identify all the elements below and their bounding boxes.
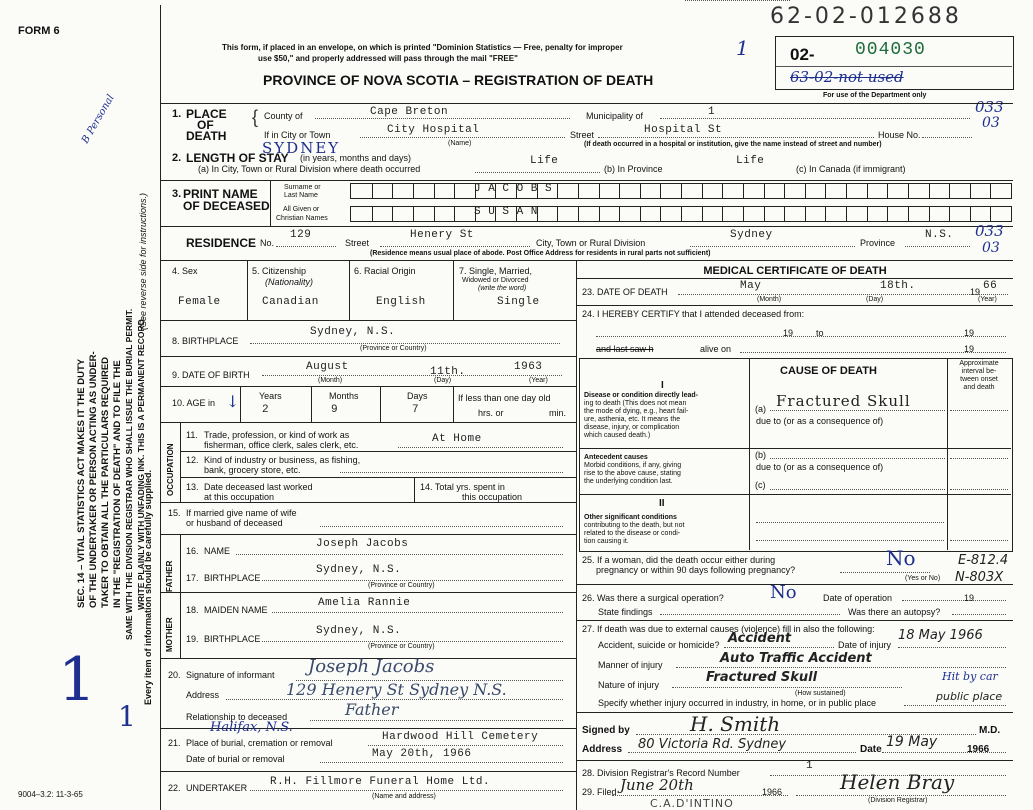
- birthplace-label: 8. BIRTHPLACE: [172, 336, 239, 346]
- doctor-date-handwritten: 19 May: [886, 734, 938, 750]
- father-side-label: FATHER: [165, 560, 174, 592]
- letter-box: [867, 207, 868, 221]
- undertaker-value: R.H. Fillmore Funeral Home Ltd.: [270, 776, 491, 788]
- age-months-value: 9: [331, 404, 339, 416]
- cond-direct-5: disease, injury, or complication: [584, 424, 680, 431]
- city-handwritten: SYDNEY: [262, 139, 341, 157]
- doctor-address-handwritten: 80 Victoria Rd. Sydney: [638, 737, 787, 752]
- letter-box: [887, 207, 888, 221]
- q19-num: 19.: [186, 634, 199, 644]
- length-of-stay-label: LENGTH OF STAY: [186, 151, 289, 165]
- s3-num: 3.: [172, 188, 182, 200]
- birthplace-value: Sydney, N.S.: [310, 326, 396, 338]
- q20-num: 20.: [168, 670, 181, 680]
- letter-box: [970, 207, 971, 221]
- autopsy-label: Was there an autopsy?: [848, 607, 941, 617]
- dob-year: 1963: [514, 361, 543, 373]
- sidebar-supplied-note: Every item of information should be carefully supplied.: [143, 469, 153, 705]
- q24-19c: 19: [964, 344, 975, 354]
- municipality-value: 1: [708, 106, 716, 118]
- q13-num: 13.: [186, 482, 199, 492]
- q23-century: 19: [970, 287, 981, 297]
- q23-label: 23. DATE OF DEATH: [582, 287, 668, 297]
- letter-box: [949, 207, 950, 221]
- surname-label-2: Last Name: [284, 192, 318, 199]
- q24-19b: 19: [964, 328, 975, 338]
- racial-label: 6. Racial Origin: [354, 266, 416, 276]
- specify-handwritten: public place: [936, 690, 1003, 703]
- residence-code-03: 03: [982, 240, 1000, 256]
- q29-year: 1966: [762, 787, 783, 797]
- street-value: Hospital St: [644, 124, 723, 136]
- cond-direct-3: the mode of dying, e.g., heart fail-: [584, 408, 689, 415]
- handwritten-one-mark: 1: [736, 36, 749, 60]
- letter-box: [990, 207, 991, 221]
- dob-day-label: (Day): [434, 377, 452, 384]
- form-number: FORM 6: [18, 25, 60, 37]
- citizenship-label: 5. Citizenship: [252, 266, 307, 276]
- letter-box: [805, 207, 806, 221]
- letter-box: [681, 184, 682, 198]
- burial-place-value: Hardwood Hill Cemetery: [382, 731, 539, 743]
- sex-value: Female: [178, 296, 221, 308]
- sidebar-line-2: OF THE UNDERTAKER OR PERSON ACTING AS UNDER-: [88, 351, 99, 608]
- letter-box: [557, 207, 558, 221]
- handwritten-file-number: 62-02-012688: [770, 4, 962, 29]
- stay-c-label: (c) In Canada (if immigrant): [796, 164, 906, 174]
- print-name-label-2: OF DECEASED: [183, 199, 270, 213]
- q24-alive-on: alive on: [700, 344, 732, 354]
- q11-label-1: Trade, profession, or kind of work as: [204, 430, 350, 440]
- q13-label-1: Date deceased last worked: [204, 482, 313, 492]
- stay-a-label: (a) In City, Town or Rural Division where death occurred: [198, 164, 421, 174]
- cond-direct-1: Disease or condition directly lead-: [584, 392, 698, 399]
- dob-month-label: (Month): [318, 377, 343, 384]
- informant-signature-label: Signature of informant: [186, 670, 275, 680]
- dob-label: 9. DATE OF BIRTH: [172, 370, 250, 380]
- reg-prefix: 02-: [790, 45, 815, 64]
- n-code: N-803X: [955, 570, 1004, 585]
- signed-by-label: Signed by: [582, 725, 630, 736]
- sidebar-line-6: WRITE PLAINLY WITH UNFADING INK. THIS IS A PERMANENT RECORD.: [136, 316, 146, 610]
- county-value: Cape Breton: [370, 106, 449, 118]
- letter-box: [743, 184, 744, 198]
- q22-num: 22.: [168, 783, 181, 793]
- interval-label-3: tween onset: [960, 376, 998, 383]
- letter-box: [599, 184, 600, 198]
- birthplace-sub: (Province or Country): [360, 345, 427, 352]
- marital-label-3: (write the word): [478, 285, 527, 292]
- q18-value: Amelia Rannie: [318, 597, 411, 609]
- county-code: 033: [975, 98, 1004, 116]
- hrs-label: hrs. or: [478, 408, 504, 418]
- letter-box: [640, 207, 641, 221]
- q23-day-label: (Day): [866, 296, 884, 303]
- q24-label: 24. I HEREBY CERTIFY that I attended deceased from:: [582, 309, 805, 319]
- letter-box: [702, 207, 703, 221]
- surname-label-1: Surname or: [284, 184, 321, 191]
- letter-box: [434, 207, 435, 221]
- burial-place-label: Place of burial, cremation or removal: [186, 738, 333, 748]
- interval-label-1: Approximate: [959, 360, 999, 367]
- letter-box: [434, 184, 435, 198]
- registrar-signature: Helen Bray: [840, 770, 955, 794]
- residence-label: RESIDENCE: [186, 236, 257, 250]
- other-4: tion causing it.: [584, 538, 629, 545]
- informant-relationship: Father: [345, 700, 399, 719]
- q14-label-2: this occupation: [462, 492, 523, 502]
- relationship-label: Relationship to deceased: [186, 712, 288, 722]
- halifax-note: Halifax, N.S.: [210, 720, 293, 735]
- undertaker-sub: (Name and address): [372, 793, 436, 800]
- burial-date-value: May 20th, 1966: [372, 748, 472, 760]
- citizenship-sub: (Nationality): [265, 277, 314, 287]
- cond-direct-4: ure, asthenia, etc. It means the: [584, 416, 681, 423]
- q21-num: 21.: [168, 738, 181, 748]
- q12-label-2: bank, grocery store, etc.: [204, 465, 301, 475]
- q19-value: Sydney, N.S.: [316, 625, 402, 637]
- q17-label: BIRTHPLACE: [204, 573, 261, 583]
- q25-handwritten: No: [886, 546, 916, 570]
- q26-label: 26. Was there a surgical operation?: [582, 593, 724, 603]
- residence-no-value: 129: [290, 229, 312, 241]
- given-label-1: All Given or: [283, 206, 320, 213]
- cause-title: CAUSE OF DEATH: [780, 365, 877, 377]
- letter-box: [825, 184, 826, 198]
- letter-box: [619, 207, 620, 221]
- sidebar-line-4: IN THE "REGISTRATION OF DEATH" AND TO FILE THE: [112, 360, 123, 608]
- letter-box: [846, 207, 847, 221]
- hit-by-car-note: Hit by car: [942, 670, 998, 683]
- stay-b-value: Life: [736, 155, 765, 167]
- letter-box: [722, 207, 723, 221]
- footer-code: 9004–3.2: 11-3-65: [18, 790, 83, 799]
- antecedent-3: rise to the above cause, stating: [584, 470, 681, 477]
- letter-box: [805, 184, 806, 198]
- q16-label: NAME: [204, 546, 231, 556]
- cause-c-label: (c): [755, 480, 766, 490]
- informant-address: 129 Henery St Sydney N.S.: [286, 680, 507, 699]
- cond-direct-6: which caused death.): [584, 432, 651, 439]
- department-use-label: For use of the Department only: [823, 92, 927, 99]
- other-1: Other significant conditions: [584, 514, 677, 521]
- citizenship-value: Canadian: [262, 296, 319, 308]
- cond-direct-2: ing to death (This does not mean: [584, 400, 687, 407]
- dob-month: August: [306, 361, 349, 373]
- handwritten-mark-1: 1: [58, 645, 97, 715]
- q19-sub: (Province or Country): [368, 643, 435, 650]
- letter-box: [929, 184, 930, 198]
- q12-label-1: Kind of industry or business, as fishing,: [204, 455, 361, 465]
- s1-num: 1.: [172, 108, 182, 120]
- given-label-2: Christian Names: [276, 215, 328, 222]
- q26-date-label: Date of operation: [823, 593, 893, 603]
- less-day-label: If less than one day old: [458, 393, 551, 403]
- residence-code-033: 033: [975, 222, 1004, 240]
- institution-value: City Hospital: [387, 124, 480, 136]
- q14-label-1: 14. Total yrs. spent in: [420, 482, 505, 492]
- medical-title: MEDICAL CERTIFICATE OF DEATH: [703, 265, 887, 277]
- handwritten-mark-2: 1: [118, 700, 136, 733]
- accident-label: Accident, suicide or homicide?: [598, 640, 720, 650]
- sidebar-reverse-note: (See reverse side for instructions.): [138, 192, 148, 330]
- q17-sub: (Province or Country): [368, 582, 435, 589]
- doctor-date-year: 1966: [967, 744, 990, 755]
- q18-label: MAIDEN NAME: [204, 605, 268, 615]
- age-years-label: Years: [259, 391, 282, 401]
- sidebar-line-1: SEC. 14 – VITAL STATISTICS ACT MAKES IT THE DUTY: [76, 358, 87, 608]
- q23-month-label: (Month): [757, 296, 782, 303]
- age-days-label: Days: [407, 391, 428, 401]
- marital-label-1: 7. Single, Married,: [459, 266, 533, 276]
- q15-label-2: or husband of deceased: [186, 518, 283, 528]
- letter-box: [764, 207, 765, 221]
- specify-label: Specify whether injury occurred in industry, in home, or in public place: [598, 698, 876, 708]
- age-years-value: 2: [262, 404, 270, 416]
- street-label: Street: [570, 130, 595, 140]
- cause-a-label: (a): [755, 404, 766, 414]
- q25-label-2: pregnancy or within 90 days following pregnancy?: [596, 565, 796, 575]
- letter-box: [640, 184, 641, 198]
- md-label: M.D.: [979, 725, 1001, 736]
- letter-box: [578, 184, 579, 198]
- letter-box: [825, 207, 826, 221]
- stay-a-value: Life: [530, 155, 559, 167]
- registrar-sub: (Division Registrar): [868, 797, 928, 804]
- interval-label-4: and death: [963, 384, 995, 391]
- q26-19: 19: [964, 593, 975, 603]
- doctor-address-label: Address: [582, 744, 623, 755]
- s2-num: 2.: [172, 152, 182, 164]
- q17-num: 17.: [186, 573, 199, 583]
- length-of-stay-sub: (in years, months and days): [300, 153, 412, 163]
- doctor-date-label: Date: [860, 744, 882, 755]
- house-label: House No.: [878, 130, 921, 140]
- manner-label: Manner of injury: [598, 660, 663, 670]
- sidebar-line-5: SAME WITH THE DIVISION REGISTRAR WHO SHALL ISSUE THE BURIAL PERMIT.: [124, 308, 134, 640]
- occupation-side-label: OCCUPATION: [166, 443, 175, 496]
- struck-reg-number: 63-02-not used: [790, 68, 904, 86]
- print-name-label-1: PRINT NAME: [183, 187, 258, 201]
- q23-day: 18th.: [880, 280, 916, 292]
- manner-handwritten: Auto Traffic Accident: [720, 651, 872, 666]
- signed-by-signature: H. Smith: [690, 712, 781, 736]
- handwritten-side-note: B Personal: [80, 93, 117, 146]
- residence-province-value: N.S.: [925, 229, 954, 241]
- burial-date-label: Date of burial or removal: [186, 754, 285, 764]
- q25-label-1: 25. If a woman, did the death occur either during: [582, 555, 776, 565]
- envelope-note-1: This form, if placed in an envelope, on which is printed "Dominion Statistics — Free, penalty for improper: [222, 43, 623, 52]
- residence-province-label: Province: [860, 238, 896, 248]
- q19-label: BIRTHPLACE: [204, 634, 261, 644]
- residence-no-label: No.: [260, 238, 275, 248]
- letter-box: [372, 184, 373, 198]
- q11-num: 11.: [186, 430, 198, 440]
- letter-box: [681, 207, 682, 221]
- q11-value: At Home: [432, 433, 482, 445]
- min-label: min.: [549, 408, 567, 418]
- mother-side-label: MOTHER: [165, 617, 174, 652]
- nature-label: Nature of injury: [598, 680, 660, 690]
- letter-box: [990, 184, 991, 198]
- q16-num: 16.: [186, 546, 199, 556]
- residence-city-label: City, Town or Rural Division: [536, 238, 646, 248]
- letter-box: [764, 184, 765, 198]
- letter-box: [578, 207, 579, 221]
- q11-label-2: fisherman, office clerk, sales clerk, etc.: [204, 440, 359, 450]
- state-findings: State findings: [598, 607, 653, 617]
- letter-box: [908, 207, 909, 221]
- surname-value: JACOBS: [474, 183, 560, 195]
- residence-note: (Residence means usual place of abode. Post Office Address for residents in rural parts not sufficient): [370, 250, 711, 257]
- cause-b-label: (b): [755, 450, 766, 460]
- age-months-label: Months: [329, 391, 359, 401]
- age-label: 10. AGE in: [172, 398, 216, 408]
- given-value: SUSAN: [474, 206, 546, 218]
- letter-box: [784, 184, 785, 198]
- undertaker-label: UNDERTAKER: [186, 783, 248, 793]
- q15-num: 15.: [168, 508, 181, 518]
- racial-value: English: [376, 296, 426, 308]
- letter-box: [702, 184, 703, 198]
- municipality-label: Municipality of: [586, 111, 644, 121]
- other-2: contributing to the death, but not: [584, 522, 685, 529]
- city-label: If in City or Town: [264, 130, 331, 140]
- antecedent-4: the underlying condition last.: [584, 478, 673, 485]
- letter-box: [413, 184, 414, 198]
- residence-street-label: Street: [345, 238, 370, 248]
- nature-handwritten: Fractured Skull: [706, 670, 818, 685]
- place-label-1: PLACE: [186, 107, 227, 121]
- sidebar-line-3: TAKER TO OBTAIN ALL THE PARTICULARS REQUIRED: [100, 356, 111, 608]
- letter-box: [599, 207, 600, 221]
- county-label: County of: [264, 111, 303, 121]
- accident-handwritten: Accident: [728, 631, 792, 646]
- stamped-name: C.A.D'INTINO: [650, 797, 734, 810]
- q29-handwritten-date: June 20th: [620, 776, 694, 794]
- injury-date-handwritten: 18 May 1966: [898, 628, 983, 643]
- q13-label-2: at this occupation: [204, 492, 275, 502]
- q25-yes-no: (Yes or No): [905, 575, 941, 582]
- how-sustained-label: (How sustained): [795, 690, 846, 697]
- roman-one: I: [661, 380, 664, 391]
- q12-num: 12.: [186, 455, 199, 465]
- form-title: PROVINCE OF NOVA SCOTIA – REGISTRATION OF DEATH: [263, 72, 654, 88]
- other-3: related to the disease or condi-: [584, 530, 681, 537]
- q24-19a: 19: [783, 328, 794, 338]
- q24-to: to: [816, 328, 824, 338]
- antecedent-2: Morbid conditions, if any, giving: [584, 462, 682, 469]
- institution-note: (If death occurred in a hospital or institution, give the name instead of street and number): [584, 141, 882, 148]
- reg-number: 004030: [855, 40, 926, 60]
- place-label-2: OF: [197, 118, 214, 132]
- q15-label-1: If married give name of wife: [186, 508, 297, 518]
- letter-box: [867, 184, 868, 198]
- letter-box: [372, 207, 373, 221]
- letter-box: [454, 184, 455, 198]
- due-to-1: due to (or as a consequence of): [756, 416, 884, 426]
- sex-label: 4. Sex: [172, 266, 198, 276]
- letter-box: [970, 184, 971, 198]
- letter-box: [846, 184, 847, 198]
- envelope-note-2: use $50," and properly addressed will pass through the mail "FREE": [258, 54, 518, 63]
- q27-label: 27. If death was due to external causes (violence) fill in also the following:: [582, 624, 875, 634]
- letter-box: [722, 184, 723, 198]
- residence-street-value: Henery St: [410, 229, 474, 241]
- q26-handwritten: No: [770, 582, 797, 603]
- informant-signature: Joseph Jacobs: [308, 656, 435, 677]
- due-to-2: due to (or as a consequence of): [756, 462, 884, 472]
- letter-box: [660, 184, 661, 198]
- given-letter-boxes: [350, 206, 1012, 222]
- municipal-code: 03: [982, 115, 1000, 131]
- q23-year: 66: [983, 280, 998, 292]
- e-code: E-812.4: [958, 553, 1009, 568]
- place-label-3: DEATH: [186, 129, 227, 143]
- residence-city-value: Sydney: [730, 229, 773, 241]
- interval-label-2: interval be-: [961, 368, 997, 375]
- letter-box: [908, 184, 909, 198]
- marital-value: Single: [497, 296, 540, 308]
- q23-month: May: [740, 280, 762, 292]
- q23-year-label: (Year): [978, 296, 997, 303]
- q17-value: Sydney, N.S.: [316, 564, 402, 576]
- letter-box: [619, 184, 620, 198]
- dob-day: 11th.: [430, 366, 466, 378]
- q29-label: 29. Filed: [582, 787, 617, 797]
- injury-date-label: Date of injury: [838, 640, 892, 650]
- letter-box: [784, 207, 785, 221]
- letter-box: [743, 207, 744, 221]
- letter-box: [413, 207, 414, 221]
- q28-value: 1: [806, 760, 814, 772]
- letter-box: [887, 184, 888, 198]
- roman-two: II: [659, 498, 665, 509]
- letter-box: [454, 207, 455, 221]
- q18-num: 18.: [186, 605, 199, 615]
- age-days-value: 7: [412, 404, 420, 416]
- surname-letter-boxes: [350, 183, 1012, 199]
- q16-value: Joseph Jacobs: [316, 538, 409, 550]
- letter-box: [392, 184, 393, 198]
- q28-label: 28. Division Registrar's Record Number: [582, 768, 740, 778]
- q24-last-seen: and last saw h: [596, 344, 654, 354]
- letter-box: [660, 207, 661, 221]
- dob-year-label: (Year): [529, 377, 548, 384]
- letter-box: [929, 207, 930, 221]
- cause-a-handwritten: Fractured Skull: [776, 392, 911, 410]
- stay-b-label: (b) In Province: [604, 164, 663, 174]
- marital-label-2: Widowed or Divorced: [462, 277, 529, 284]
- institution-name-label: (Name): [448, 140, 472, 147]
- letter-box: [949, 184, 950, 198]
- letter-box: [392, 207, 393, 221]
- informant-address-label: Address: [186, 690, 220, 700]
- antecedent-1: Antecedent causes: [584, 454, 648, 461]
